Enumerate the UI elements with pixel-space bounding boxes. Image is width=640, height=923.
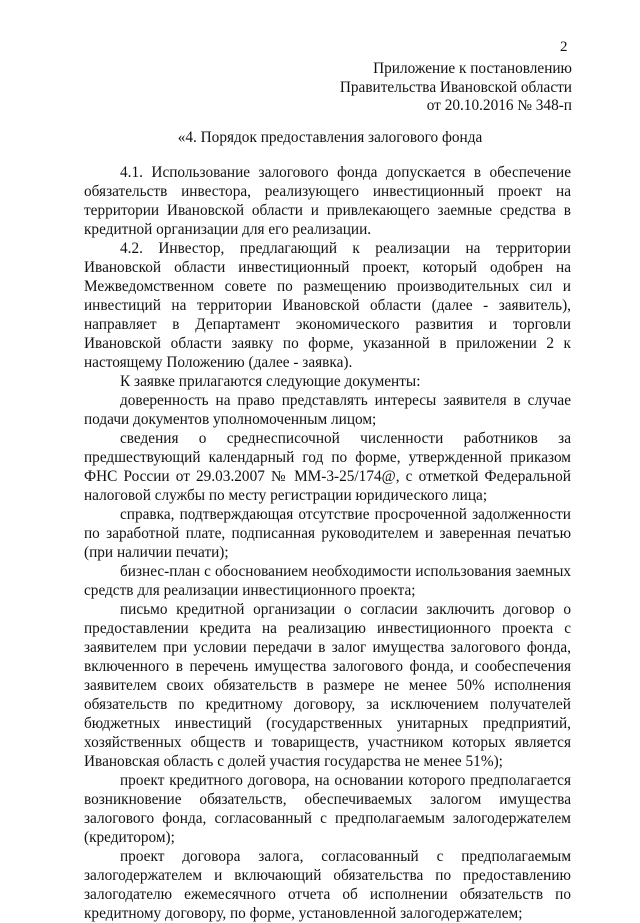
paragraph-4-1: 4.1. Использование залогового фонда допускается в обеспечение обязательств инвестора, реализующего инвестиционный проект на территории Ивановской области и привлекающего заемные средства в кредитной организации для его реализации. <box>84 164 571 238</box>
header-line-2: Правительства Ивановской области <box>339 78 572 96</box>
list-item-bank-letter: письмо кредитной организации о согласии заключить договор о предоставлении кредита на реализацию инвестиционного проекта с заявителем при условии передачи в залог имущества залогового фонда, включенного в перечень имущества залогового фонда, и сообеспечения заявителем своих обязательств в размере не менее 50% исполнения обязательств по кредитному договору, за исключением получателей бюджетных инвестиций (государственных унитарных предприятий, хозяйственных обществ и товариществ, участником которых является Ивановская область с долей участия государства не менее 51%); <box>84 601 571 770</box>
list-item-pledge-agreement-draft: проект договора залога, согласованный с предполагаемым залогодержателем и включающий обязательства по предоставлению залогодателю ежемесячного отчета об исполнении обязательств по кредитному договору, по форме, установленной залогодержателем; <box>84 848 571 922</box>
paragraph-4-2: 4.2. Инвестор, предлагающий к реализации на территории Ивановской области инвестиционный проект, который одобрен на Межведомственном совете по размещению производительных сил и инвестиций на территории Ивановской области (далее - заявитель), направляет в Департамент экономического развития и торговли Ивановской области заявку по форме, указанной в приложении 2 к настоящему Положению (далее - заявка). <box>84 240 571 371</box>
appendix-header <box>340 60 572 116</box>
list-item-power-of-attorney: доверенность на право представлять интересы заявителя в случае подачи документов уполномоченным лицом; <box>84 392 571 428</box>
list-item-headcount-info: сведения о среднесписочной численности работников за предшествующий календарный год по форме, утвержденной приказом ФНС России от 29.03.2007 № ММ-3-25/174@, с отметкой Федеральной налоговой службы по месту регистрации юридического лица; <box>84 430 571 504</box>
section-title: «4. Порядок предоставления залогового фонда <box>177 129 483 146</box>
list-item-loan-agreement-draft: проект кредитного договора, на основании которого предполагается возникновение обязательств, обеспечиваемых залогом имущества залогового фонда, согласованный с предполагаемым залогодержателем (кредитором); <box>84 772 571 846</box>
header-line-1: Приложение к постановлению <box>373 60 572 77</box>
page-number: 2 <box>560 39 568 55</box>
header-line-3: от 20.10.2016 № 348-п <box>426 97 572 114</box>
list-item-salary-certificate: справка, подтверждающая отсутствие просроченной задолженности по заработной плате, подписанная руководителем и заверенная печатью (при наличии печати); <box>84 506 571 561</box>
document-body <box>84 163 571 923</box>
list-item-business-plan: бизнес-план с обоснованием необходимости использования заемных средств для реализации инвестиционного проекта; <box>84 563 571 599</box>
attachments-intro: К заявке прилагаются следующие документы: <box>120 373 421 390</box>
